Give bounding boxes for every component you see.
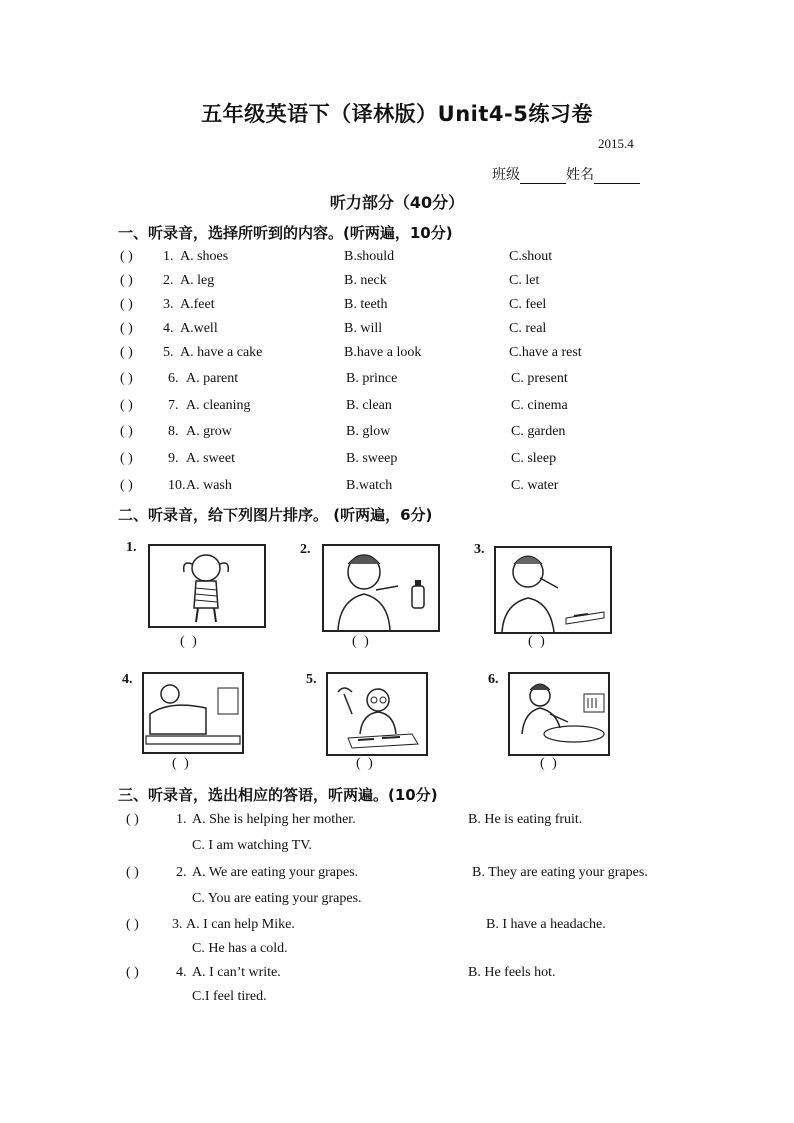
- question-number: 9.: [168, 451, 179, 466]
- question-number: 4.: [176, 965, 187, 980]
- option-b: B. will: [344, 321, 383, 336]
- question-number: 1.: [163, 249, 174, 264]
- option-a: A. parent: [186, 371, 239, 386]
- option-a: A. have a cake: [180, 345, 263, 360]
- date: 2015.4: [598, 136, 634, 151]
- option-c: C. You are eating your grapes.: [192, 891, 362, 906]
- picture-number: 3.: [474, 542, 485, 557]
- answer-paren[interactable]: ( ): [120, 297, 133, 312]
- option-b: B. He is eating fruit.: [468, 812, 583, 827]
- class-blank[interactable]: [520, 169, 566, 184]
- answer-paren[interactable]: ( ): [528, 634, 547, 649]
- picture-3: [494, 546, 612, 634]
- boy-taking-medicine-icon: [324, 546, 438, 630]
- option-b: B. clean: [346, 398, 392, 413]
- answer-paren[interactable]: ( ): [120, 273, 133, 288]
- picture-4: [142, 672, 244, 754]
- question-number: 4.: [163, 321, 174, 336]
- option-a: A. wash: [186, 478, 232, 493]
- option-a: A.feet: [180, 297, 215, 312]
- answer-paren[interactable]: ( ): [180, 634, 199, 649]
- picture-number: 2.: [300, 542, 311, 557]
- option-b: B. I have a headache.: [486, 917, 606, 932]
- answer-paren[interactable]: ( ): [126, 965, 139, 980]
- option-a: A. sweet: [186, 451, 235, 466]
- option-b: B. sweep: [346, 451, 398, 466]
- answer-paren[interactable]: ( ): [172, 756, 191, 771]
- section2-heading: 二、听录音，给下列图片排序。 (听两遍，6分): [118, 506, 433, 524]
- question-number: 6.: [168, 371, 179, 386]
- question-number: 3.: [172, 917, 183, 932]
- option-a: A. leg: [180, 273, 215, 288]
- name-label: 姓名: [566, 167, 594, 183]
- option-c: C. garden: [511, 424, 566, 439]
- option-b: B. glow: [346, 424, 391, 439]
- option-c: C.shout: [509, 249, 553, 264]
- section3-heading: 三、听录音，选出相应的答语，听两遍。(10分): [118, 786, 438, 804]
- answer-paren[interactable]: ( ): [120, 321, 133, 336]
- option-c: C. water: [511, 478, 559, 493]
- option-c: C. feel: [509, 297, 547, 312]
- question-number: 3.: [163, 297, 174, 312]
- option-c: C.have a rest: [509, 345, 582, 360]
- option-b: B. teeth: [344, 297, 388, 312]
- answer-paren[interactable]: ( ): [120, 249, 133, 264]
- answer-paren[interactable]: ( ): [120, 451, 133, 466]
- option-a: A. I can help Mike.: [186, 917, 295, 932]
- answer-paren[interactable]: ( ): [126, 917, 139, 932]
- option-b: B.watch: [346, 478, 393, 493]
- option-a: A. shoes: [180, 249, 229, 264]
- answer-paren[interactable]: ( ): [540, 756, 559, 771]
- answer-paren[interactable]: ( ): [126, 865, 139, 880]
- answer-paren[interactable]: ( ): [126, 812, 139, 827]
- option-b: B. They are eating your grapes.: [472, 865, 648, 880]
- picture-number: 4.: [122, 672, 133, 687]
- question-number: 1.: [176, 812, 187, 827]
- option-a: A. I can’t write.: [192, 965, 281, 980]
- picture-number: 1.: [126, 540, 137, 555]
- option-b: B.have a look: [344, 345, 422, 360]
- option-a: A.well: [180, 321, 218, 336]
- option-c: C. cinema: [511, 398, 568, 413]
- page-title: 五年级英语下（译林版）Unit4-5练习卷: [201, 102, 593, 126]
- option-c: C. He has a cold.: [192, 941, 288, 956]
- question-number: 2.: [176, 865, 187, 880]
- question-number: 5.: [163, 345, 174, 360]
- option-a: A. She is helping her mother.: [192, 812, 356, 827]
- option-c: C. sleep: [511, 451, 557, 466]
- option-a: A. grow: [186, 424, 232, 439]
- answer-paren[interactable]: ( ): [356, 756, 375, 771]
- option-b: B. neck: [344, 273, 387, 288]
- question-number: 10.: [168, 478, 186, 493]
- name-blank[interactable]: [594, 169, 640, 184]
- person-washing-icon: [510, 674, 608, 754]
- picture-5: [326, 672, 428, 756]
- section1-heading: 一、听录音，选择所听到的内容。(听两遍，10分): [118, 224, 453, 242]
- answer-paren[interactable]: ( ): [120, 345, 133, 360]
- answer-paren[interactable]: ( ): [120, 371, 133, 386]
- person-bandaged-icon: [150, 546, 264, 626]
- option-b: B.should: [344, 249, 395, 264]
- picture-2: [322, 544, 440, 632]
- picture-6: [508, 672, 610, 756]
- option-b: B. He feels hot.: [468, 965, 556, 980]
- part-title: 听力部分（40分）: [329, 193, 465, 212]
- option-c: C. present: [511, 371, 568, 386]
- option-c: C. real: [509, 321, 547, 336]
- picture-1: [148, 544, 266, 628]
- answer-paren[interactable]: ( ): [120, 424, 133, 439]
- class-name-line: [492, 164, 640, 184]
- option-a: A. cleaning: [186, 398, 251, 413]
- answer-paren[interactable]: ( ): [352, 634, 371, 649]
- answer-paren[interactable]: ( ): [120, 398, 133, 413]
- question-number: 7.: [168, 398, 179, 413]
- picture-number: 6.: [488, 672, 499, 687]
- answer-paren[interactable]: ( ): [120, 478, 133, 493]
- option-b: B. prince: [346, 371, 398, 386]
- option-c: C. let: [509, 273, 540, 288]
- person-brushing-teeth-icon: [496, 548, 610, 632]
- question-number: 8.: [168, 424, 179, 439]
- person-in-bed-icon: [144, 674, 242, 752]
- option-c: C.I feel tired.: [192, 989, 267, 1004]
- person-reading-icon: [328, 674, 426, 754]
- option-c: C. I am watching TV.: [192, 838, 313, 853]
- picture-number: 5.: [306, 672, 317, 687]
- class-label: 班级: [492, 167, 520, 183]
- question-number: 2.: [163, 273, 174, 288]
- option-a: A. We are eating your grapes.: [192, 865, 359, 880]
